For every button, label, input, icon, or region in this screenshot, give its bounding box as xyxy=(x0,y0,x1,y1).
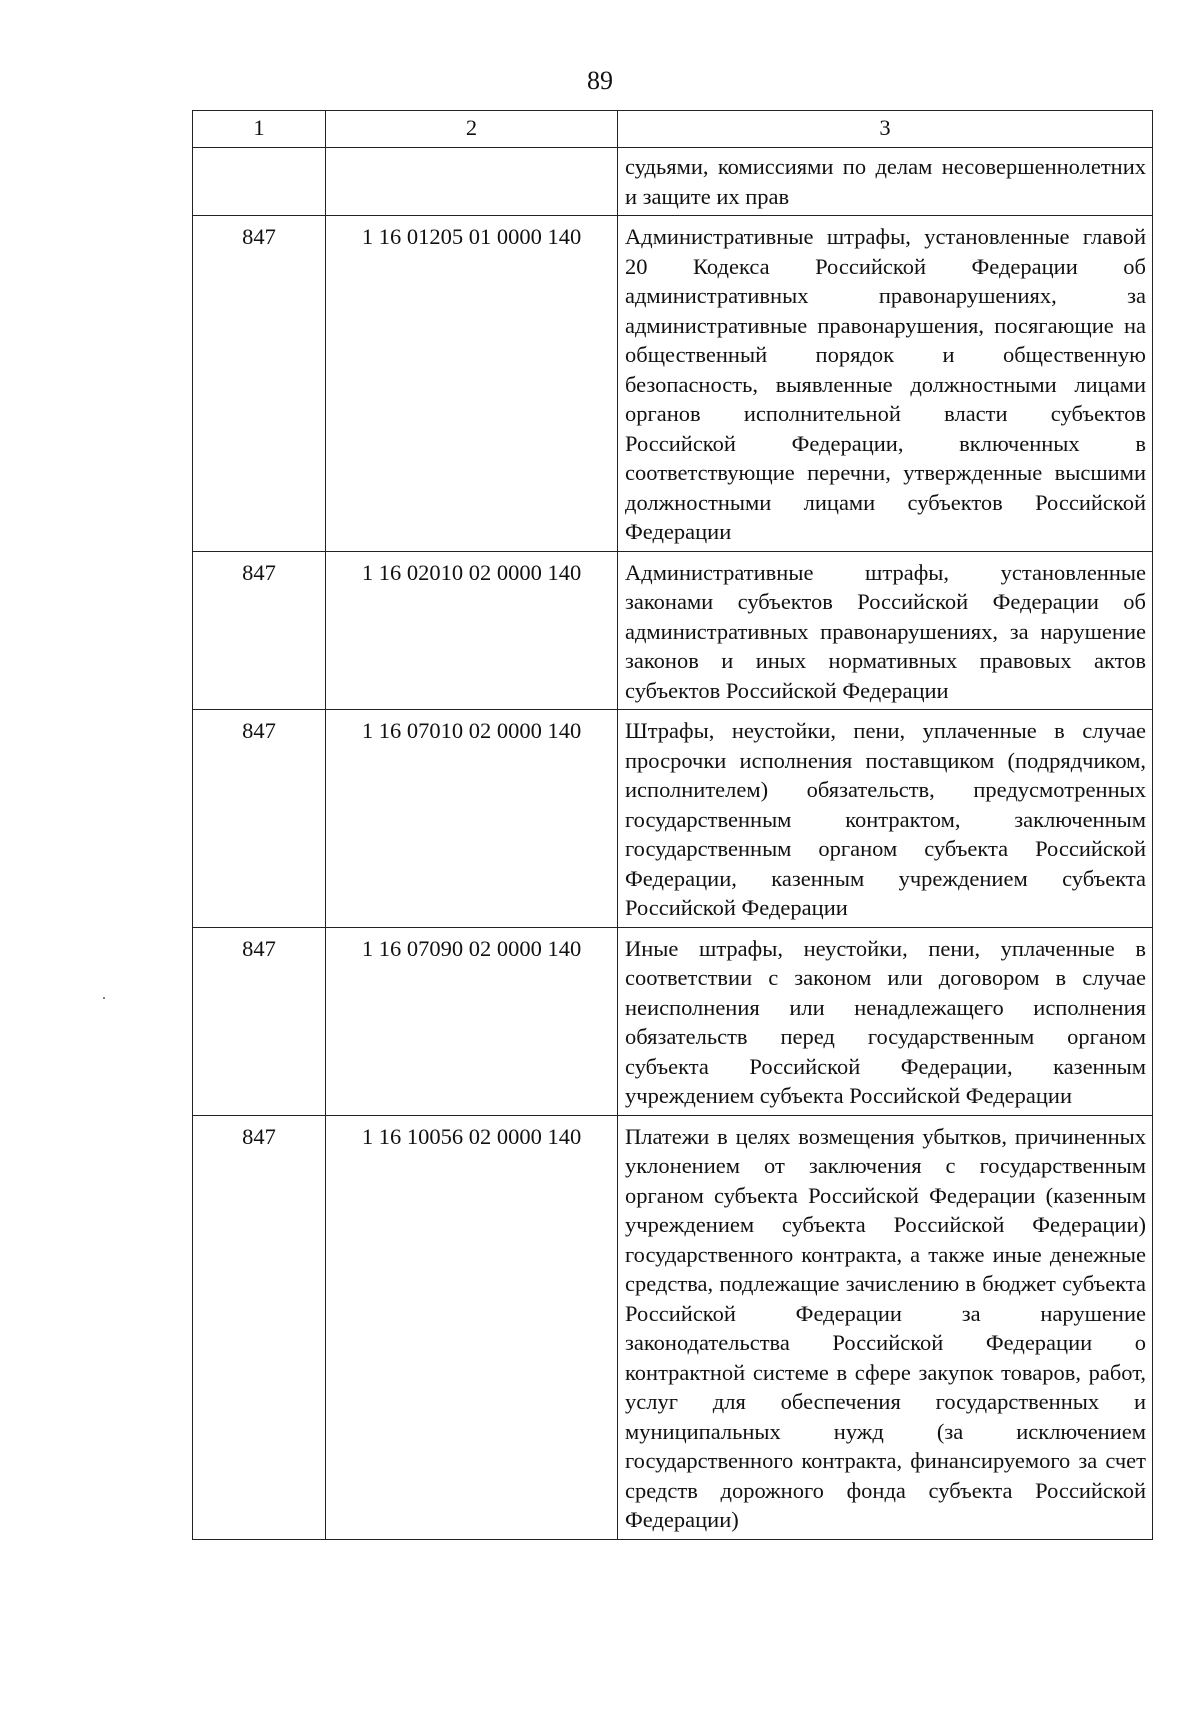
budget-code-cell: 1 16 07090 02 0000 140 xyxy=(326,927,618,1115)
table-row xyxy=(193,216,1153,552)
column-header-1: 1 xyxy=(193,111,326,148)
admin-code-cell: 847 xyxy=(193,1115,326,1539)
table-row xyxy=(193,1115,1153,1539)
description-cell: Иные штрафы, неустойки, пени, уплаченные в соответствии с законом или договором в случае неисполнения или ненадлежащего исполнения обязательств перед государственным органом субъекта Российской Федерации, казенным учреждением субъекта Российской Федерации xyxy=(618,927,1153,1115)
budget-code-cell: 1 16 07010 02 0000 140 xyxy=(326,710,618,928)
table-row xyxy=(193,927,1153,1115)
admin-code-cell: 847 xyxy=(193,927,326,1115)
column-header-2: 2 xyxy=(326,111,618,148)
table-row xyxy=(193,148,1153,216)
description-cell: Штрафы, неустойки, пени, уплаченные в случае просрочки исполнения поставщиком (подрядчиком, исполнителем) обязательств, предусмотренных государственным контрактом, заключенным государственным органом субъекта Российской Федерации, казенным учреждением субъекта Российской Федерации xyxy=(618,710,1153,928)
budget-codes-table xyxy=(192,110,1153,1540)
column-header-3: 3 xyxy=(618,111,1153,148)
admin-code-cell: 847 xyxy=(193,551,326,710)
table-header-row xyxy=(193,111,1153,148)
scan-speck xyxy=(103,997,105,999)
description-cell: Административные штрафы, установленные законами субъектов Российской Федерации об административных правонарушениях, за нарушение законов и иных нормативных правовых актов субъектов Российской Федерации xyxy=(618,551,1153,710)
admin-code-cell xyxy=(193,148,326,216)
description-cell: Административные штрафы, установленные главой 20 Кодекса Российской Федерации об административных правонарушениях, за административные правонарушения, посягающие на общественный порядок и общественную безопасность, выявленные должностными лицами органов исполнительной власти субъектов Российской Федерации, включенных в соответствующие перечни, утвержденные высшими должностными лицами субъектов Российской Федерации xyxy=(618,216,1153,552)
description-cell: судьями, комиссиями по делам несовершеннолетних и защите их прав xyxy=(618,148,1153,216)
budget-code-cell: 1 16 02010 02 0000 140 xyxy=(326,551,618,710)
page-number: 89 xyxy=(587,66,613,95)
table-row xyxy=(193,551,1153,710)
budget-code-cell: 1 16 10056 02 0000 140 xyxy=(326,1115,618,1539)
table-row xyxy=(193,710,1153,928)
description-cell: Платежи в целях возмещения убытков, причиненных уклонением от заключения с государственным органом субъекта Российской Федерации (казенным учреждением субъекта Российской Федерации) государственного контракта, а также иные денежные средства, подлежащие зачислению в бюджет субъекта Российской Федерации за нарушение законодательства Российской Федерации о контрактной системе в сфере закупок товаров, работ, услуг для обеспечения государственных и муниципальных нужд (за исключением государственного контракта, финансируемого за счет средств дорожного фонда субъекта Российской Федерации) xyxy=(618,1115,1153,1539)
budget-code-cell: 1 16 01205 01 0000 140 xyxy=(326,216,618,552)
admin-code-cell: 847 xyxy=(193,710,326,928)
admin-code-cell: 847 xyxy=(193,216,326,552)
budget-code-cell xyxy=(326,148,618,216)
